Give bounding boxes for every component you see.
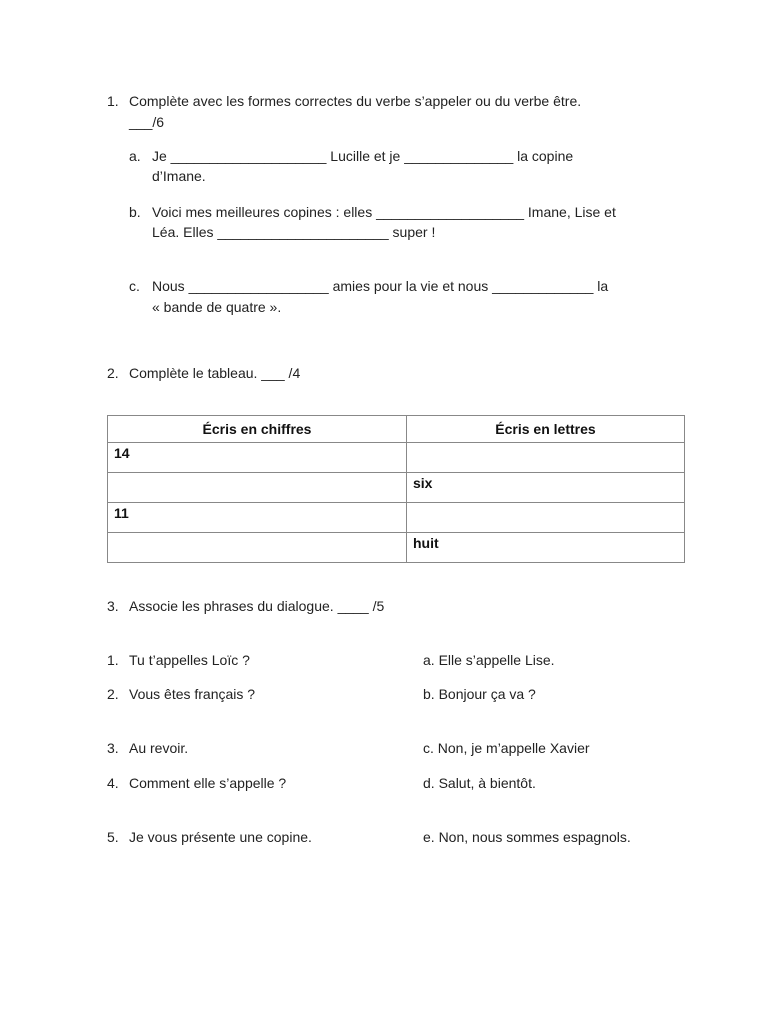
table-header-cell: Écris en lettres [407, 416, 685, 443]
question-3-instruction: Associe les phrases du dialogue. ____ /5 [129, 598, 385, 614]
question-3-number: 3. [107, 598, 119, 614]
dialogue-right-phrase: a. Elle s’appelle Lise. [423, 652, 555, 668]
table-cell [108, 533, 407, 563]
table-cell [407, 443, 685, 473]
table-header-row [108, 416, 685, 443]
dialogue-left-phrase: Tu t’appelles Loïc ? [129, 652, 250, 668]
question-1-number: 1. [107, 93, 119, 109]
dialogue-right-phrase: c. Non, je m’appelle Xavier [423, 740, 590, 756]
question-1-score: ___/6 [129, 114, 165, 130]
dialogue-left-number: 2. [107, 686, 119, 702]
item-1c-line1: Nous __________________ amies pour la vie et nous _____________ la [152, 278, 609, 294]
table-cell: huit [407, 533, 685, 563]
table-header-cell: Écris en chiffres [108, 416, 407, 443]
dialogue-left-phrase: Vous êtes français ? [129, 686, 256, 702]
dialogue-right-phrase: d. Salut, à bientôt. [423, 775, 536, 791]
question-2-instruction: Complète le tableau. ___ /4 [129, 365, 301, 381]
table-row [108, 503, 685, 533]
dialogue-left-phrase: Comment elle s’appelle ? [129, 775, 287, 791]
table-row [108, 443, 685, 473]
item-1b-letter: b. [129, 204, 141, 220]
item-1c-line2: « bande de quatre ». [152, 299, 282, 315]
table-cell [407, 503, 685, 533]
item-1a-letter: a. [129, 148, 141, 164]
table-cell: 11 [108, 503, 407, 533]
dialogue-left-number: 5. [107, 829, 119, 845]
item-1a-line1: Je ____________________ Lucille et je ______________ la copine [152, 148, 574, 164]
question-2-number: 2. [107, 365, 119, 381]
dialogue-right-phrase: e. Non, nous sommes espagnols. [423, 829, 631, 845]
item-1b-line1: Voici mes meilleures copines : elles ___________________ Imane, Lise et [152, 204, 616, 220]
table-row [108, 533, 685, 563]
dialogue-left-number: 1. [107, 652, 119, 668]
table-cell: 14 [108, 443, 407, 473]
item-1c-letter: c. [129, 278, 140, 294]
table-cell [108, 473, 407, 503]
dialogue-left-number: 4. [107, 775, 119, 791]
table-cell: six [407, 473, 685, 503]
dialogue-left-number: 3. [107, 740, 119, 756]
item-1b-line2: Léa. Elles ______________________ super ! [152, 224, 436, 240]
dialogue-right-phrase: b. Bonjour ça va ? [423, 686, 536, 702]
dialogue-left-phrase: Je vous présente une copine. [129, 829, 312, 845]
numbers-table [107, 415, 685, 563]
question-1-instruction: Complète avec les formes correctes du verbe s’appeler ou du verbe être. [129, 93, 582, 109]
item-1a-line2: d’Imane. [152, 168, 206, 184]
dialogue-left-phrase: Au revoir. [129, 740, 189, 756]
table-row [108, 473, 685, 503]
